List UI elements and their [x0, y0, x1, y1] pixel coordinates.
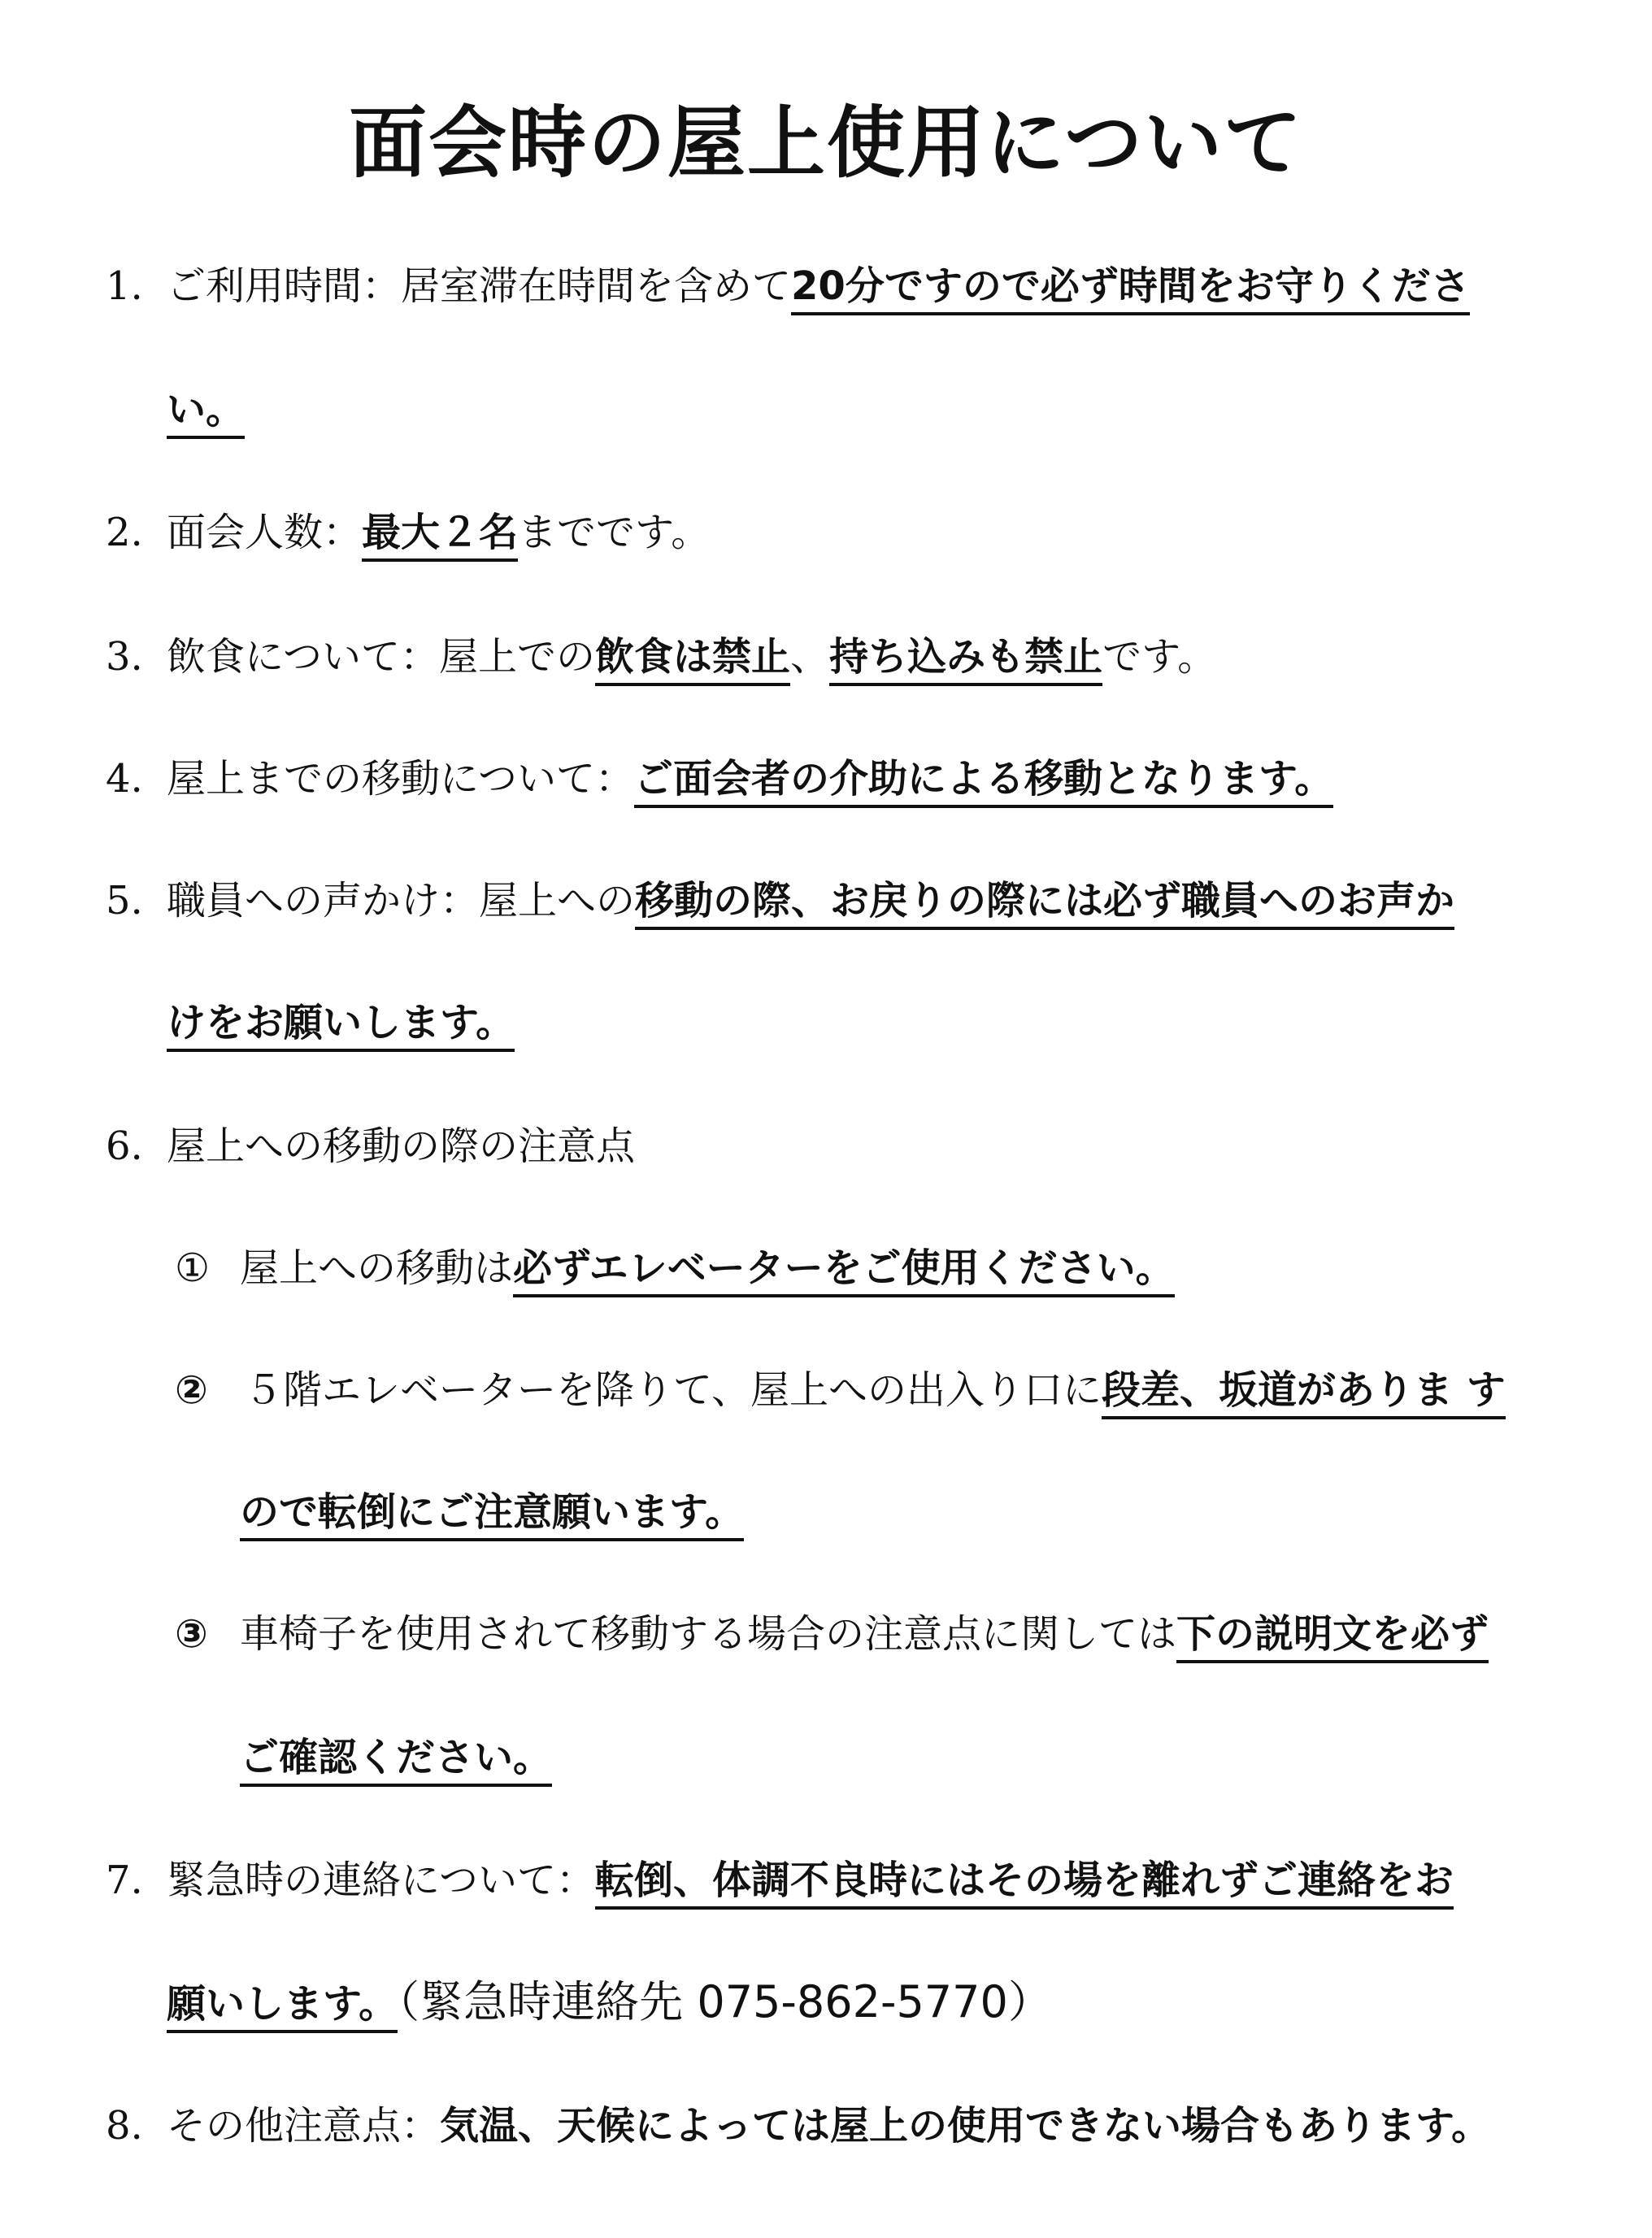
item-emphasis: 転倒、体調不良時にはその場を離れずご連絡をお: [595, 1858, 1454, 1910]
item-number: 8.: [106, 2103, 143, 2149]
item-number: 6.: [106, 1123, 143, 1169]
page-title: 面会時の屋上使用について: [348, 98, 1304, 189]
item-label: 緊急時の連絡について：: [167, 1858, 596, 1903]
sub-item-label: ５階エレベーターを降りて、屋上への出入り口に: [244, 1367, 1102, 1413]
emergency-contact: （緊急時連絡先 075-862-5770）: [398, 1976, 1052, 2027]
item-emphasis: い。: [167, 387, 245, 439]
item-after: までです。: [518, 510, 711, 555]
sub-item-emphasis: 段差、坂道がありま す: [1102, 1367, 1506, 1419]
item-emphasis: 20分ですので必ず時間をお守りくださ: [791, 263, 1470, 315]
item-label: その他注意点：: [167, 2103, 441, 2149]
item-emphasis: 飲食は禁止: [595, 634, 790, 686]
item-separator: 、: [790, 634, 830, 680]
item-number: 7.: [106, 1858, 143, 1903]
item-number: 3.: [106, 634, 143, 680]
sub-item-emphasis: ので転倒にご注意願います。: [240, 1489, 744, 1541]
item-after: です。: [1102, 634, 1217, 680]
sub-item-emphasis: 下の説明文を必ず: [1176, 1611, 1489, 1663]
item-emphasis: 願いします。: [167, 1981, 398, 2033]
item-label: 屋上までの移動について：: [167, 756, 635, 802]
item-label: 職員への声かけ：屋上への: [167, 878, 636, 923]
item-label: 屋上への移動の際の注意点: [167, 1123, 636, 1169]
item-label: 飲食について：屋上での: [167, 634, 596, 680]
sub-item-label: 車椅子を使用されて移動する場合の注意点に関しては: [240, 1611, 1177, 1657]
sub-item-marker: ①: [175, 1245, 211, 1291]
item-emphasis: ご面会者の介助による移動となります。: [634, 756, 1333, 808]
item-emphasis: 移動の際、お戻りの際には必ず職員へのお声か: [635, 878, 1454, 930]
item-label: ご利用時間：居室滞在時間を含めて: [167, 263, 792, 309]
sub-item-emphasis: ご確認ください。: [240, 1735, 552, 1787]
item-emphasis: 持ち込みも禁止: [829, 634, 1102, 686]
item-number: 4.: [106, 756, 143, 802]
item-emphasis: けをお願いします。: [167, 1000, 515, 1052]
sub-item-marker: ②: [175, 1367, 208, 1413]
item-emphasis: 最大２名: [362, 510, 518, 562]
item-number: 1.: [106, 263, 143, 309]
item-number: 2.: [106, 510, 143, 555]
item-number: 5.: [106, 878, 143, 923]
sub-item-label: 屋上への移動は: [240, 1245, 514, 1291]
item-label: 面会人数：: [167, 510, 363, 555]
sub-item-marker: ③: [175, 1611, 208, 1657]
item-emphasis: 気温、天候によっては屋上の使用できない場合もあります。: [440, 2103, 1491, 2149]
sub-item-emphasis: 必ずエレベーターをご使用ください。: [513, 1245, 1175, 1297]
